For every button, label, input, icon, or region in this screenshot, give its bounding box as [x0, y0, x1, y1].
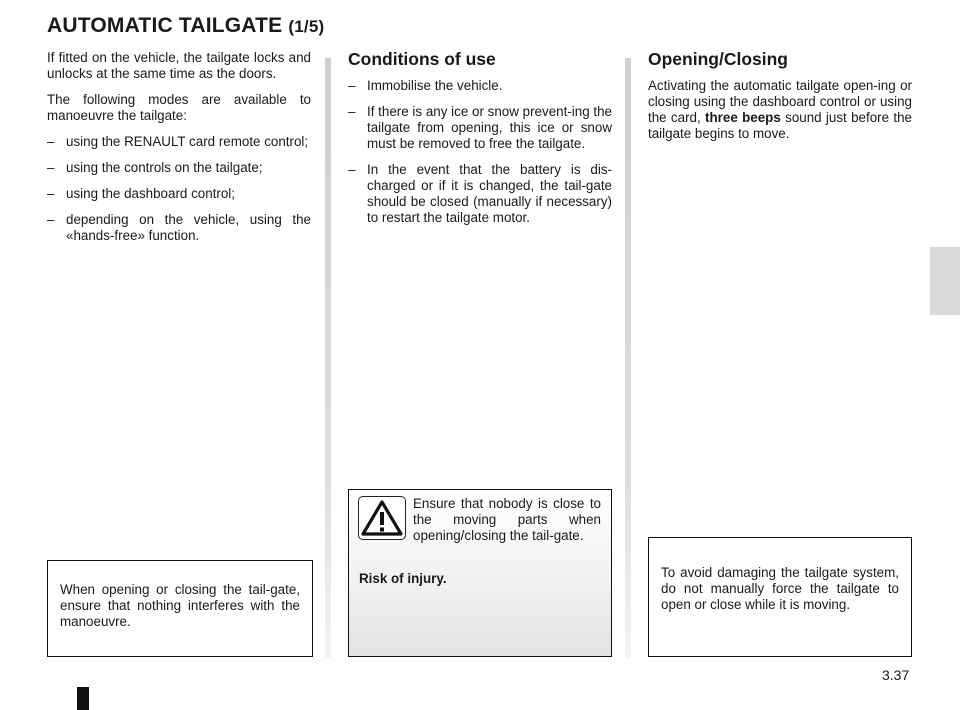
modes-list — [47, 134, 311, 244]
page-title-main: AUTOMATIC TAILGATE — [47, 14, 283, 37]
opening-closing-heading: Opening/Closing — [648, 49, 788, 69]
risk-label: Risk of injury. — [359, 571, 447, 586]
list-item: – Immobilise the vehicle. — [348, 78, 612, 94]
note-box — [47, 560, 313, 657]
note-text: When opening or closing the tail-gate, ensure that nothing interferes with the manoeuvre. — [60, 582, 300, 629]
middle-column — [348, 50, 612, 236]
warning-triangle-icon — [358, 496, 406, 540]
paragraph-text: sound just before the tailgate begins to move. — [648, 110, 912, 141]
warning-text: Ensure that nobody is close to the moving parts when opening/closing the tail-gate. — [413, 496, 601, 543]
intro-paragraph: If fitted on the vehicle, the tailgate locks and unlocks at the same time as the doors. — [47, 50, 311, 81]
opening-closing-paragraph — [648, 78, 912, 142]
page-title — [47, 14, 324, 38]
list-item: – using the RENAULT card remote control; — [47, 134, 311, 150]
caution-text: To avoid damaging the tailgate system, do not manually force the tailgate to open or close while it is moving. — [661, 565, 899, 612]
column-separator — [325, 58, 331, 658]
crop-mark — [77, 687, 89, 710]
paragraph-text: Activating the automatic tailgate open-ing or closing using the dashboard control or using the card, — [648, 78, 912, 125]
three-beeps-emphasis: three beeps — [705, 110, 781, 125]
list-item: – If there is any ice or snow prevent-ing the tailgate from opening, this ice or snow must be removed to free the tailgate. — [348, 104, 612, 152]
conditions-heading: Conditions of use — [348, 49, 496, 69]
page-title-part: (1/5) — [288, 17, 325, 36]
chapter-tab — [930, 247, 960, 315]
modes-intro-paragraph: The following modes are available to manoeuvre the tailgate: — [47, 92, 311, 123]
conditions-list — [348, 78, 612, 226]
warning-box — [348, 489, 612, 657]
page-number: 3.37 — [882, 667, 910, 683]
list-item: – using the controls on the tailgate; — [47, 160, 311, 176]
column-separator — [625, 58, 631, 658]
caution-box — [648, 537, 912, 657]
right-column — [648, 50, 912, 152]
list-item: – depending on the vehicle, using the «hands-free» function. — [47, 212, 311, 244]
list-item: – In the event that the battery is dis-charged or if it is changed, the tail-gate should be closed (manually if necessary) to restart the tailgate motor. — [348, 162, 612, 226]
left-column — [47, 50, 311, 254]
list-item: – using the dashboard control; — [47, 186, 311, 202]
